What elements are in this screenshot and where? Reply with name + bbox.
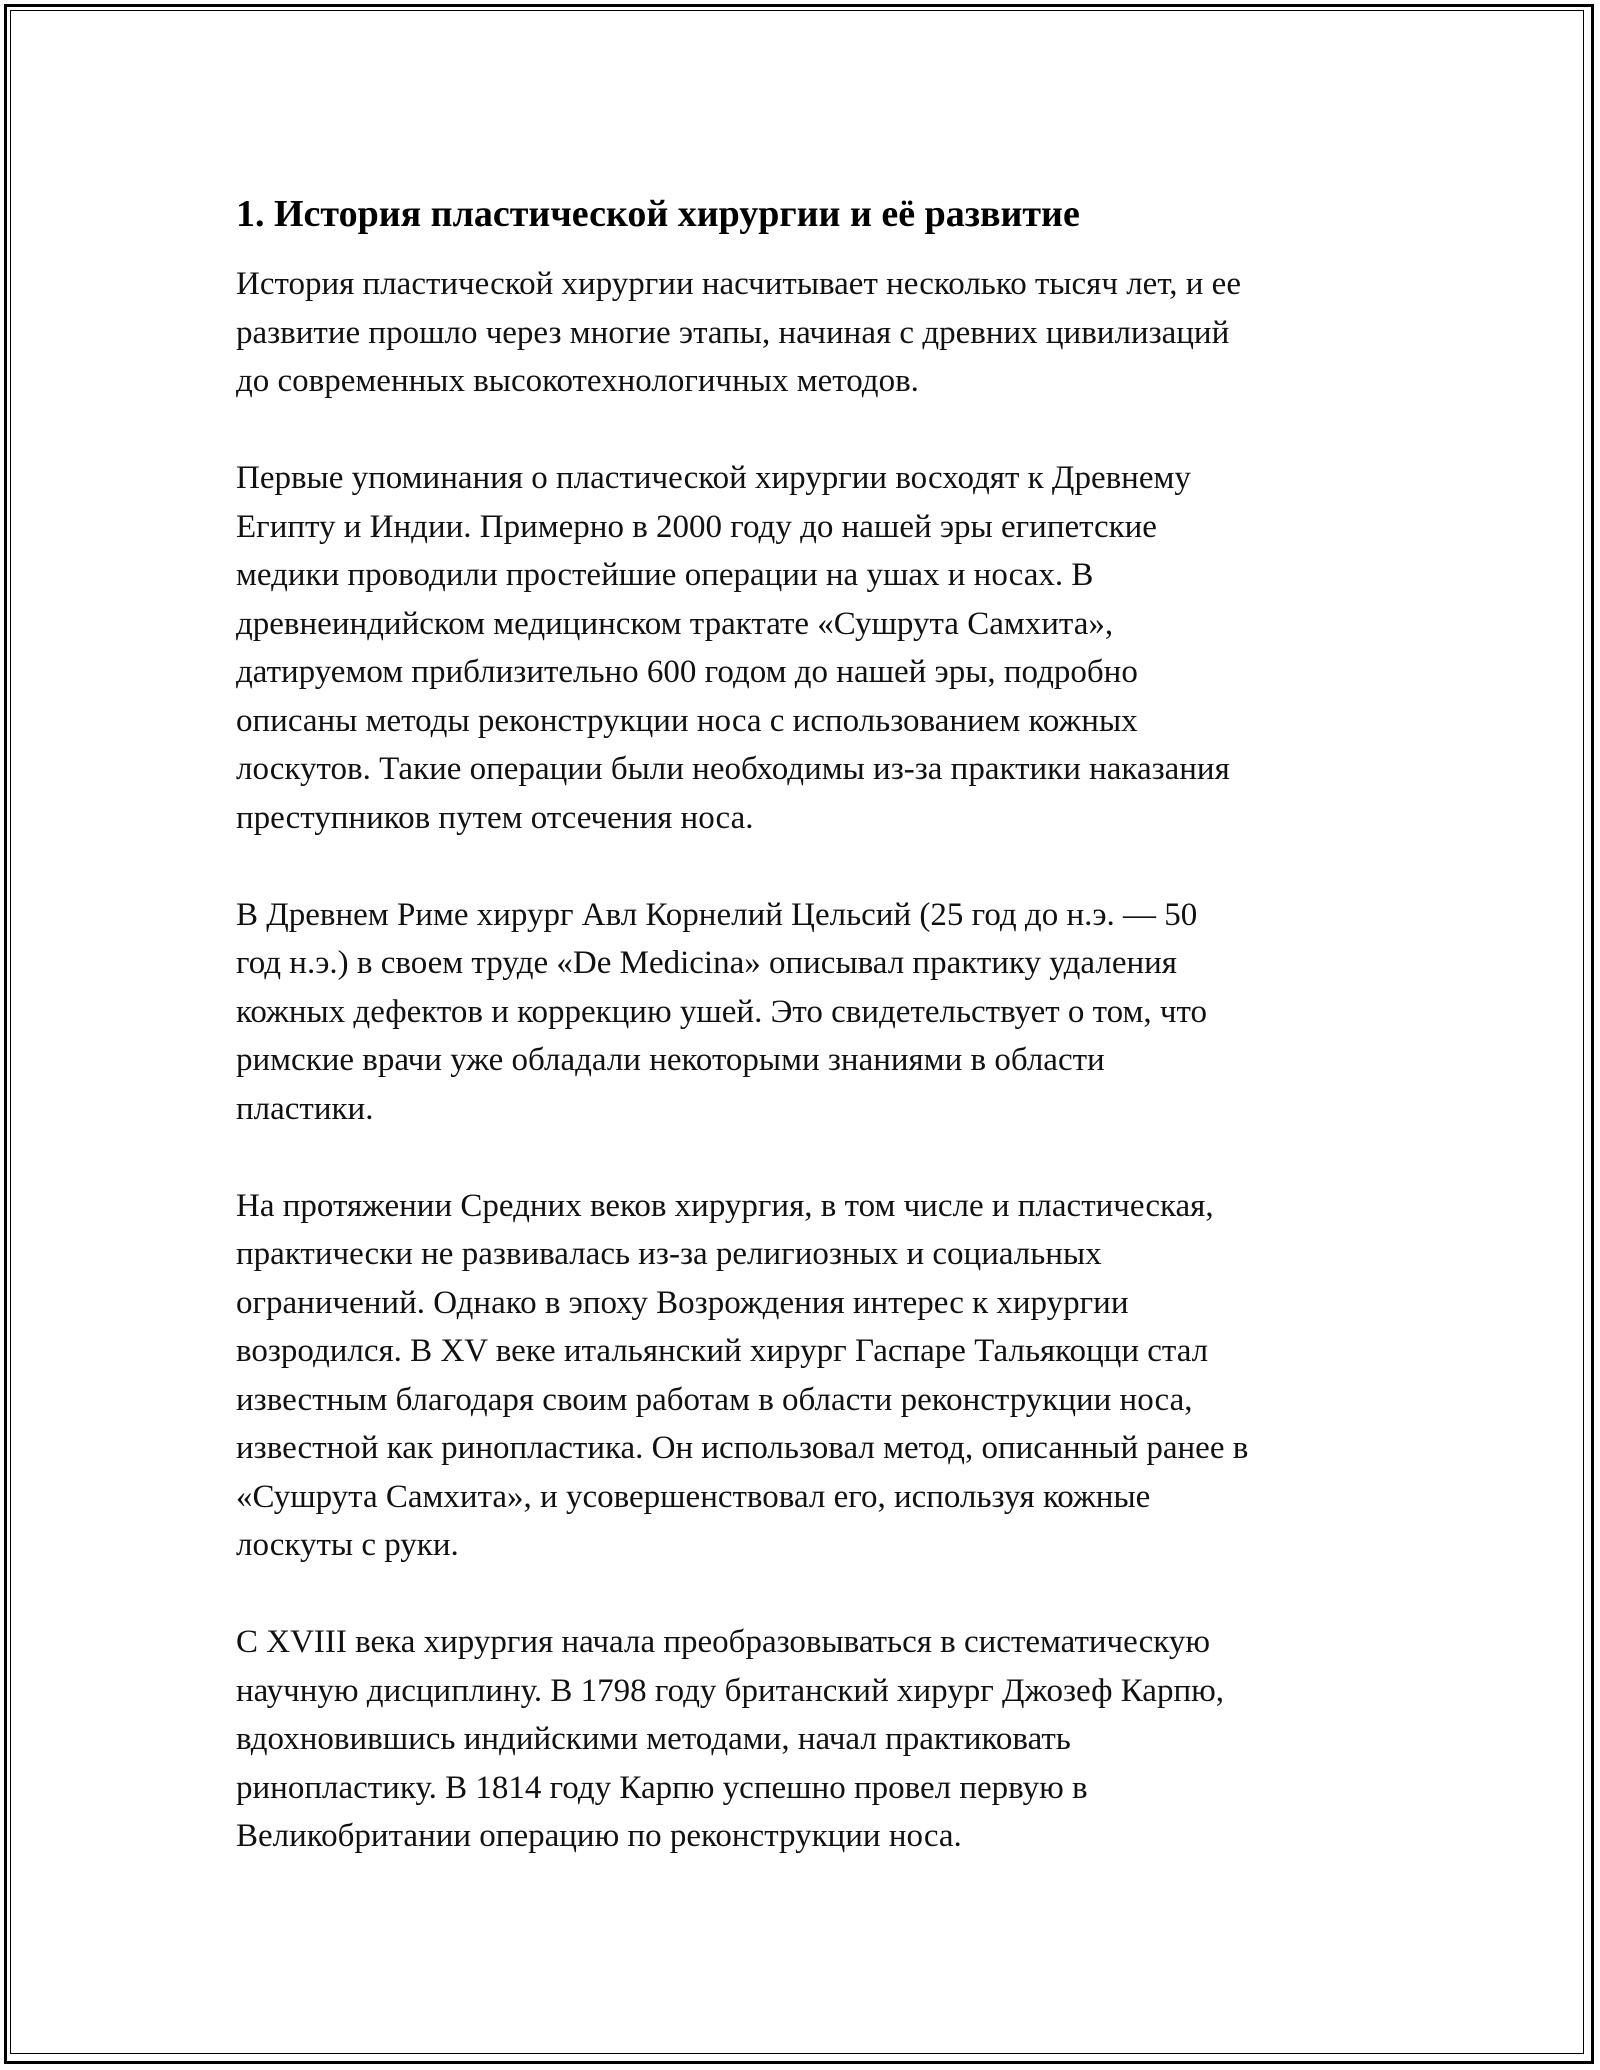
text-line: лоскуты с руки. xyxy=(236,1527,459,1563)
text-line: кожных дефектов и коррекцию ушей. Это свидетельствует о том, что xyxy=(236,993,1208,1030)
text-line: Египту и Индии. Примерно в 2000 году до нашей эры египетские xyxy=(236,508,1157,545)
paragraph-middle-ages-renaissance xyxy=(236,1182,1376,1570)
text-line: С XVIII века хирургия начала преобразовываться в систематическую xyxy=(236,1624,1210,1660)
text-line: преступников путем отсечения носа. xyxy=(236,799,754,836)
text-line: «Сушрута Самхита», и усовершенствовал его, используя кожные xyxy=(236,1478,1151,1515)
paragraph-ancient-rome xyxy=(236,891,1376,1134)
text-line: год н.э.) в своем труде «De Medicina» описывал практику удаления xyxy=(236,945,1177,981)
text-line: возродился. В XV веке итальянский хирург Гаспаре Тальякоцци стал xyxy=(236,1333,1209,1369)
text-line: известным благодаря своим работам в области реконструкции носа, xyxy=(236,1381,1193,1418)
section-heading: 1. История пластической хирургии и её развитие xyxy=(236,193,1080,235)
text-line: развитие прошло через многие этапы, начиная с древних цивилизаций xyxy=(236,314,1230,351)
text-line: до современных высокотехнологичных методов. xyxy=(236,363,919,399)
text-line: практически не развивалась из-за религиозных и социальных xyxy=(236,1236,1102,1272)
text-line: Великобритании операцию по реконструкции носа. xyxy=(236,1818,962,1854)
text-line: ограничений. Однако в эпоху Возрождения интерес к хирургии xyxy=(236,1284,1129,1321)
text-line: В Древнем Риме хирург Авл Корнелий Цельсий (25 год до н.э. — 50 xyxy=(236,896,1198,933)
text-line: описаны методы реконструкции носа с использованием кожных xyxy=(236,702,1138,739)
text-line: медики проводили простейшие операции на ушах и носах. В xyxy=(236,557,1094,593)
document-body xyxy=(236,188,1376,1909)
text-line: вдохновившись индийскими методами, начал практиковать xyxy=(236,1721,1071,1757)
text-line: История пластической хирургии насчитывает несколько тысяч лет, и ее xyxy=(236,266,1241,302)
paragraph-ancient-egypt-india xyxy=(236,454,1376,842)
text-line: ринопластику. В 1814 году Карпю успешно провел первую в xyxy=(236,1769,1088,1806)
paragraph-intro xyxy=(236,260,1376,406)
paragraph-18th-century xyxy=(236,1618,1376,1861)
text-line: пластики. xyxy=(236,1090,374,1127)
text-line: древнеиндийском медицинском трактате «Сушрута Самхита», xyxy=(236,605,1114,642)
text-line: Первые упоминания о пластической хирургии восходят к Древнему xyxy=(236,460,1191,496)
text-line: лоскутов. Такие операции были необходимы из-за практики наказания xyxy=(236,751,1230,787)
text-line: римские врачи уже обладали некоторыми знаниями в области xyxy=(236,1042,1105,1078)
text-line: известной как ринопластика. Он использовал метод, описанный ранее в xyxy=(236,1430,1249,1466)
text-line: датируемом приблизительно 600 годом до нашей эры, подробно xyxy=(236,654,1138,690)
text-line: На протяжении Средних веков хирургия, в том числе и пластическая, xyxy=(236,1187,1214,1224)
text-line: научную дисциплину. В 1798 году британский хирург Джозеф Карпю, xyxy=(236,1672,1225,1709)
